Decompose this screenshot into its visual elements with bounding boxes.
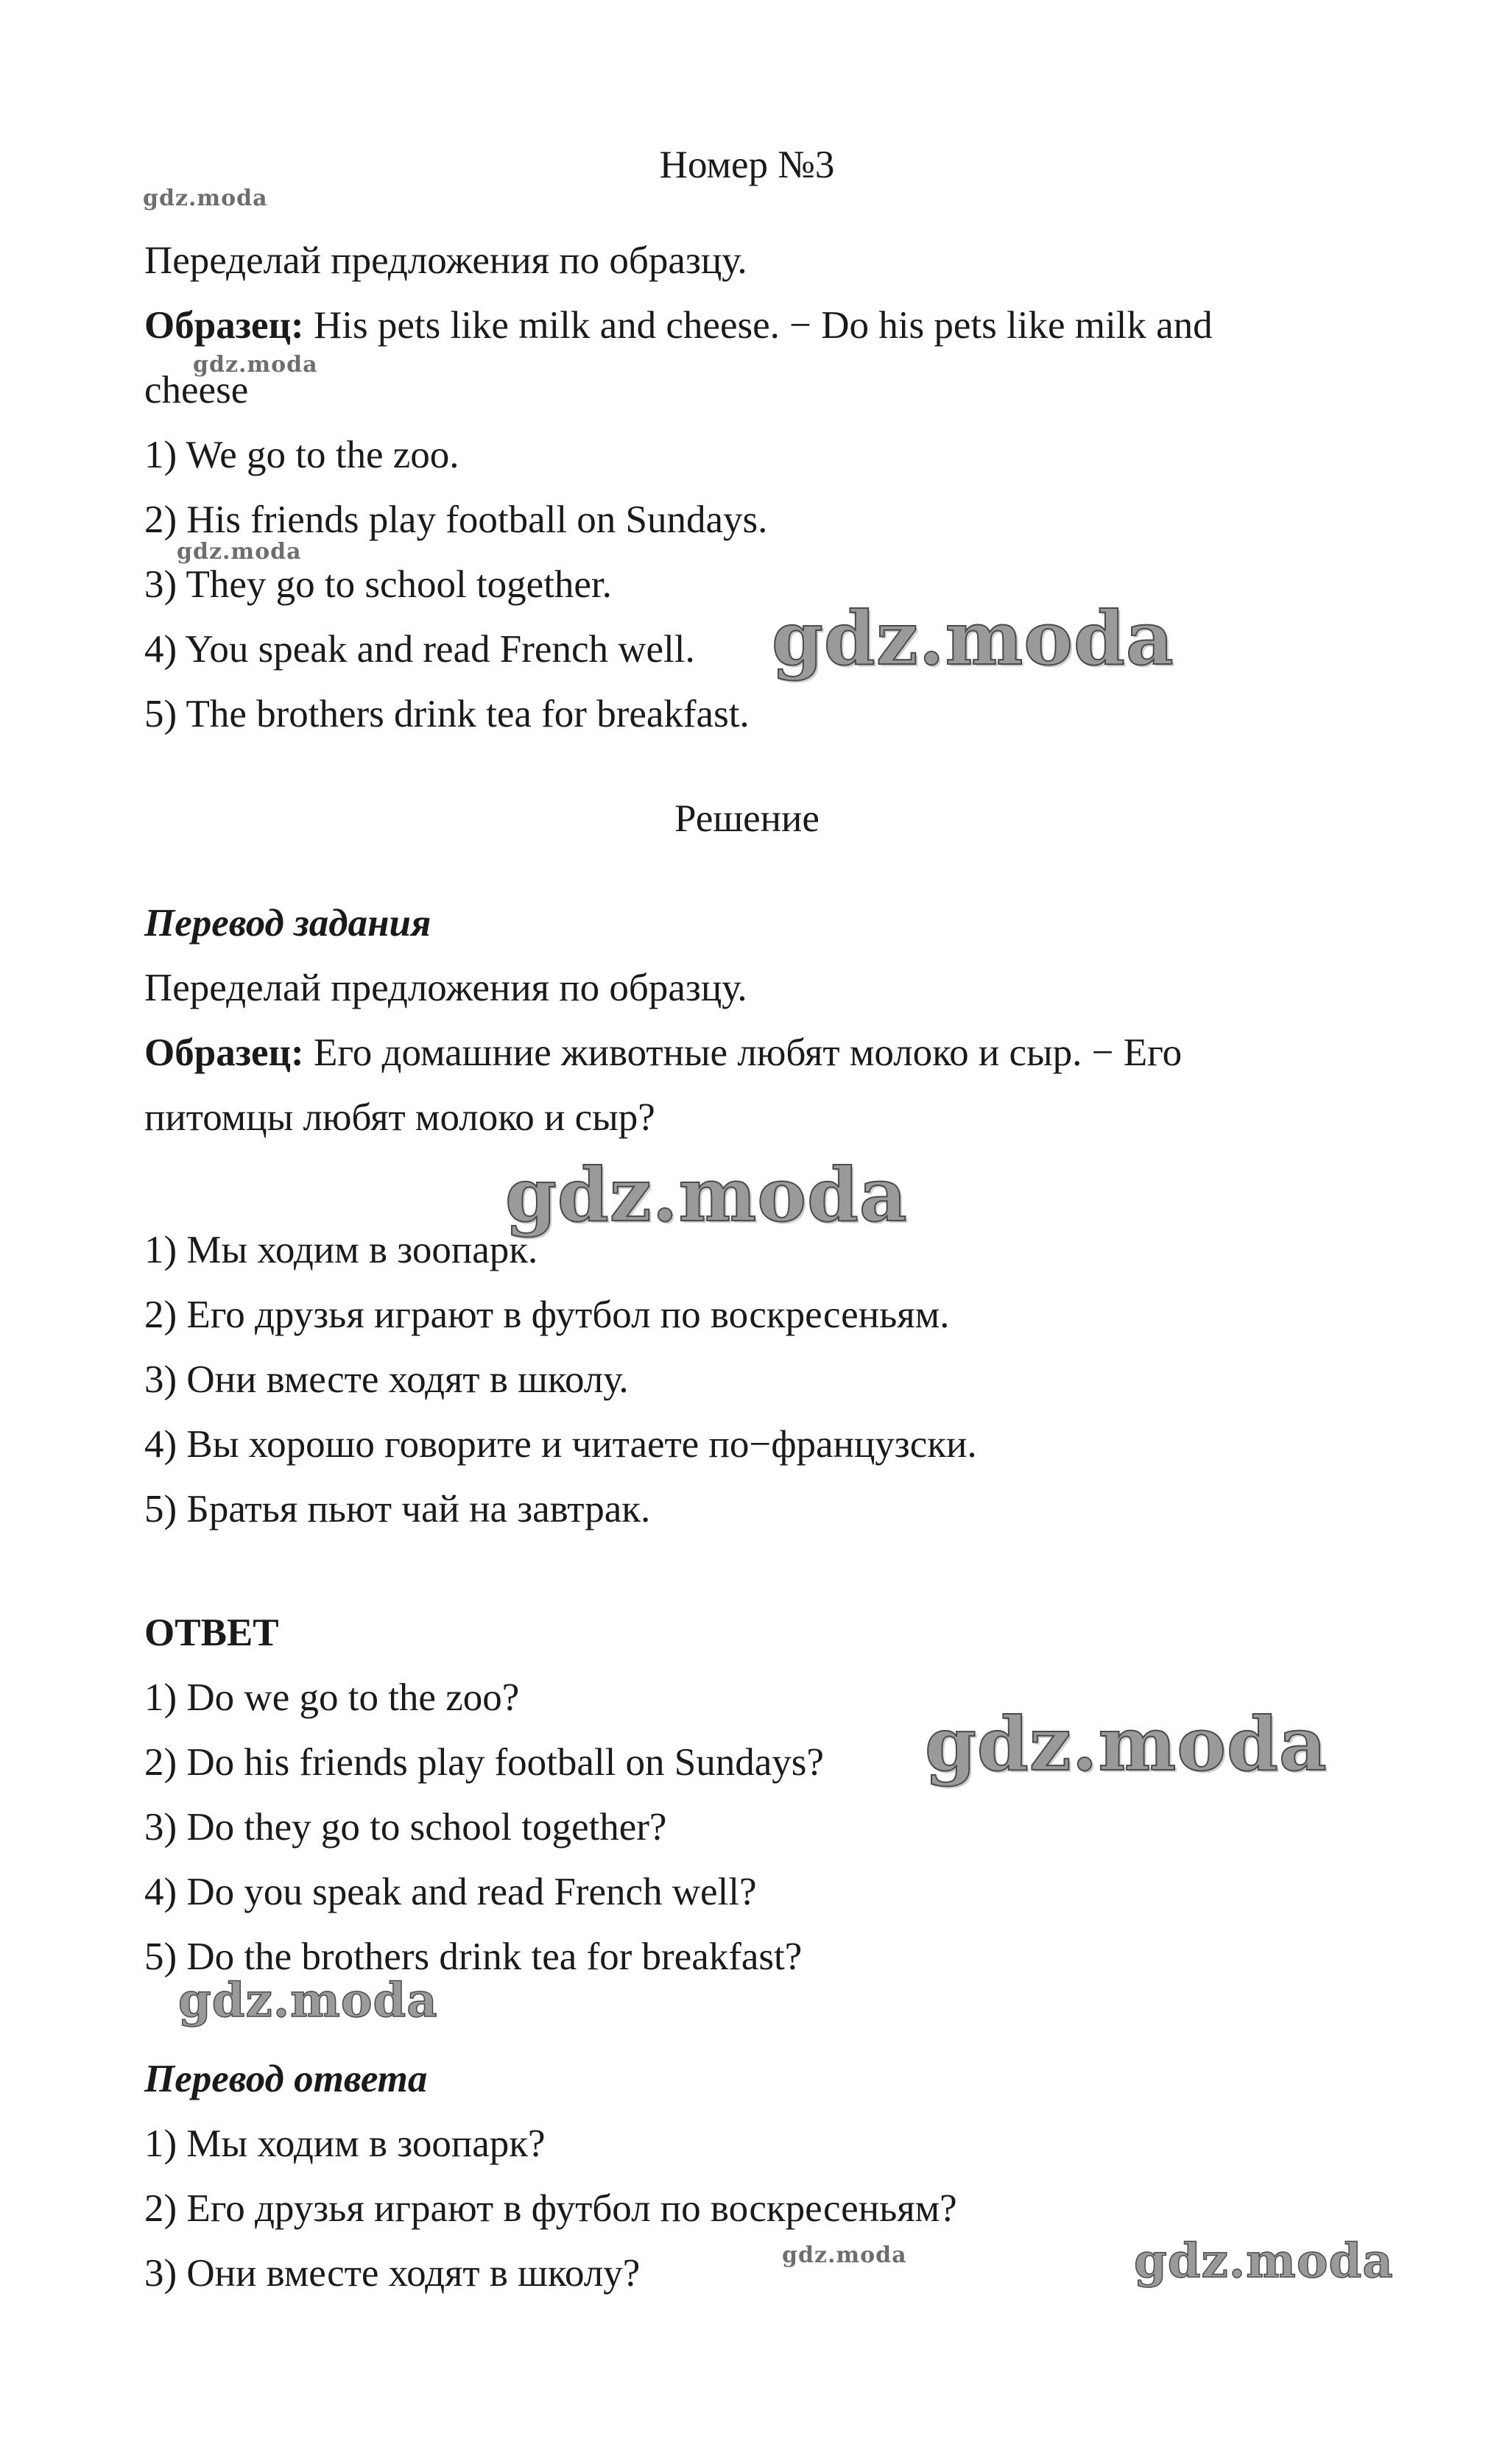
watermark: gdz.moda	[177, 539, 302, 565]
watermark: gdz.moda	[143, 186, 268, 211]
translation-item: 2) Его друзья играют в футбол по воскресеньям.	[144, 1293, 950, 1336]
task-example-line-2: cheese	[144, 369, 249, 412]
watermark: gdz.moda	[193, 352, 318, 378]
watermark: gdz.moda	[925, 1701, 1328, 1787]
task-item: 5) The brothers drink tea for breakfast.	[144, 693, 750, 735]
page-title: Номер №3	[659, 144, 835, 186]
watermark: gdz.moda	[178, 1973, 438, 2028]
translation-item: 1) Мы ходим в зоопарк.	[144, 1229, 538, 1271]
translation-example-line-1	[144, 1029, 1182, 1076]
example-text: His pets like milk and cheese. − Do his pets like milk and	[303, 304, 1213, 347]
answer-item: 1) Do we go to the zoo?	[144, 1676, 520, 1719]
translation-example-line-2: питомцы любят молоко и сыр?	[144, 1096, 655, 1139]
example-text: Его домашние животные любят молоко и сыр. − Его	[303, 1031, 1183, 1074]
task-item: 4) You speak and read French well.	[144, 628, 695, 671]
task-item: 3) They go to school together.	[144, 563, 612, 606]
translation-item: 3) Они вместе ходят в школу.	[144, 1358, 629, 1401]
answer-item: 3) Do they go to school together?	[144, 1806, 667, 1849]
translation-item: 5) Братья пьют чай на завтрак.	[144, 1488, 651, 1531]
watermark: gdz.moda	[505, 1151, 908, 1238]
translation-item: 4) Вы хорошо говорите и читаете по−французски.	[144, 1423, 977, 1466]
example-label: Образец:	[144, 304, 304, 347]
answer-item: 2) Do his friends play football on Sundays?	[144, 1741, 824, 1784]
watermark: gdz.moda	[772, 595, 1174, 682]
answer-translation-item: 3) Они вместе ходят в школу?	[144, 2252, 641, 2295]
task-example-line-1	[144, 302, 1213, 349]
watermark: gdz.moda	[782, 2242, 907, 2268]
example-label: Образец:	[144, 1031, 304, 1074]
task-item: 2) His friends play football on Sundays.	[144, 498, 768, 541]
answer-translation-heading: Перевод ответа	[144, 2058, 428, 2100]
task-instruction: Переделай предложения по образцу.	[144, 239, 747, 282]
solution-heading: Решение	[674, 797, 820, 840]
translation-heading: Перевод задания	[144, 902, 431, 945]
task-item: 1) We go to the zoo.	[144, 434, 459, 476]
answer-item: 5) Do the brothers drink tea for breakfast?	[144, 1935, 803, 1978]
answer-translation-item: 2) Его друзья играют в футбол по воскресеньям?	[144, 2187, 957, 2230]
watermark: gdz.moda	[1134, 2234, 1394, 2289]
answer-item: 4) Do you speak and read French well?	[144, 1871, 757, 1913]
answer-translation-item: 1) Мы ходим в зоопарк?	[144, 2122, 546, 2165]
answer-heading: ОТВЕТ	[144, 1612, 279, 1654]
translation-instruction: Переделай предложения по образцу.	[144, 967, 747, 1009]
